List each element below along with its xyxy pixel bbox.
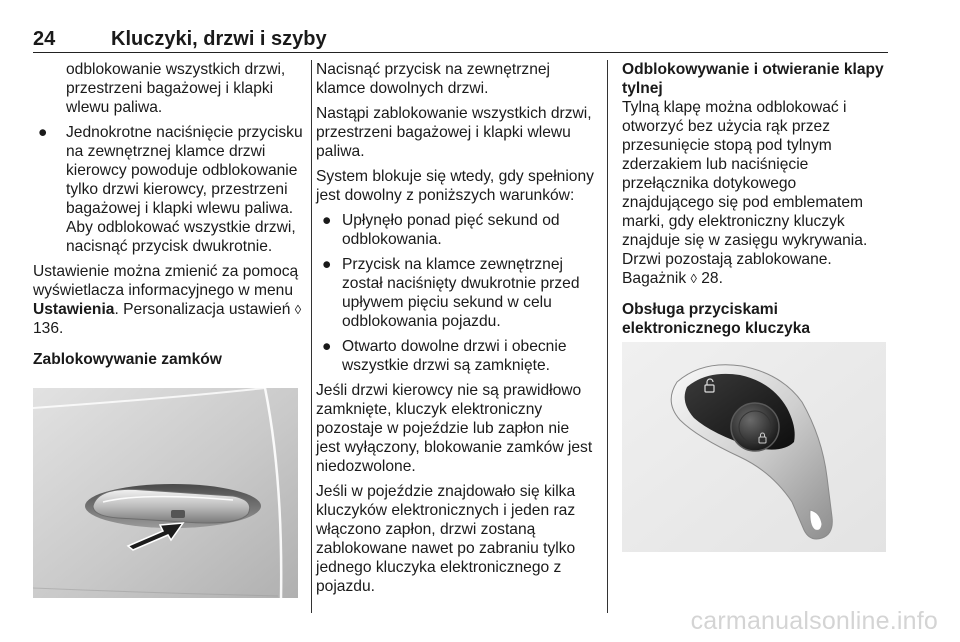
paragraph: System blokuje się wtedy, gdy spełniony jest dowolny z poniższych warunków: — [316, 168, 594, 204]
list-item-text: Upłynęło ponad pięć sekund od odblokowania. — [342, 212, 560, 248]
page-ref-arrow-icon: ◊ — [690, 271, 697, 286]
list-item — [33, 123, 303, 256]
page-ref-link[interactable]: 136. — [33, 320, 64, 337]
list-item-text: Przycisk na klamce zewnętrznej został naciśnięty dwukrotnie przed upływem pięciu sekund w celu odblokowania pojazdu. — [342, 256, 580, 330]
bullet-icon: ● — [322, 338, 332, 355]
door-handle-figure — [33, 388, 298, 598]
chapter-title: Kluczyki, drzwi i szyby — [111, 28, 327, 50]
column-left — [33, 60, 303, 377]
tailgate-paragraph: Tylną klapę można odblokować i otworzyć bez użycia rąk przez przesunięcie stopą pod tylnym zderzakiem lub naciśnięcie przełącznika dotykowego znajdującego się pod emblematem marki, gdy elektroniczny kluczyk znajduje się w zasięgu wykrywania. Drzwi pozostają zablokowane. Bagażnik ◊ 28. — [622, 99, 868, 287]
bullet-icon: ● — [38, 124, 48, 141]
section-heading-key-buttons: Obsługa przyciskami elektronicznego kluczyka — [622, 301, 811, 337]
page-ref-link[interactable]: 28. — [696, 270, 723, 287]
column-right — [622, 60, 890, 346]
list-item-text: Jednokrotne naciśnięcie przycisku na zewnętrznej klamce drzwi kierowcy powoduje odblokowanie tylko drzwi kierowcy, przestrzeni bagażowej i klapki wlewu paliwa. Aby odblokować wszystkie drzwi, nacisnąć przycisk dwukrotnie. — [66, 124, 303, 255]
list-item — [316, 211, 594, 249]
electronic-key-fob-illustration — [622, 342, 886, 552]
column-divider — [607, 60, 608, 613]
paragraph: Jeśli w pojeździe znajdowało się kilka kluczyków elektronicznych i jeden raz włączono zapłon, drzwi zostaną zablokowane nawet po zabraniu tylko jednego kluczyka elektronicznego z pojazdu. — [316, 483, 576, 595]
page-header — [33, 28, 888, 53]
car-door-handle-illustration — [33, 388, 298, 598]
key-fob-figure — [622, 342, 886, 552]
bullet-icon: ● — [322, 212, 332, 229]
continued-list-text: odblokowanie wszystkich drzwi, przestrzeni bagażowej i klapki wlewu paliwa. — [66, 61, 286, 116]
column-divider — [311, 60, 312, 613]
page-ref-arrow-icon: ◊ — [294, 302, 302, 317]
settings-paragraph: Ustawienie można zmienić za pomocą wyświetlacza informacyjnego w menu Ustawienia. Personalizacja ustawień ◊ 136. — [33, 263, 302, 337]
list-item — [316, 337, 594, 375]
bullet-icon: ● — [322, 256, 332, 273]
watermark: carmanualsonline.info — [690, 607, 938, 635]
paragraph: Nacisnąć przycisk na zewnętrznej klamce dowolnych drzwi. — [316, 61, 550, 97]
paragraph: Jeśli drzwi kierowcy nie są prawidłowo zamknięte, kluczyk elektroniczny pozostaje w pojeździe lub zapłon nie jest wyłączony, blokowanie zamków jest niedozwolone. — [316, 382, 593, 475]
list-item — [316, 255, 594, 331]
section-heading-tailgate: Odblokowywanie i otwieranie klapy tylnej — [622, 61, 884, 97]
settings-menu-term: Ustawienia — [33, 301, 115, 318]
paragraph: Nastąpi zablokowanie wszystkich drzwi, przestrzeni bagażowej i klapki wlewu paliwa. — [316, 105, 592, 160]
section-heading-locking: Zablokowywanie zamków — [33, 351, 222, 368]
page-number: 24 — [33, 28, 56, 50]
list-item-text: Otwarto dowolne drzwi i obecnie wszystkie drzwi są zamknięte. — [342, 338, 567, 374]
column-middle — [316, 60, 594, 602]
